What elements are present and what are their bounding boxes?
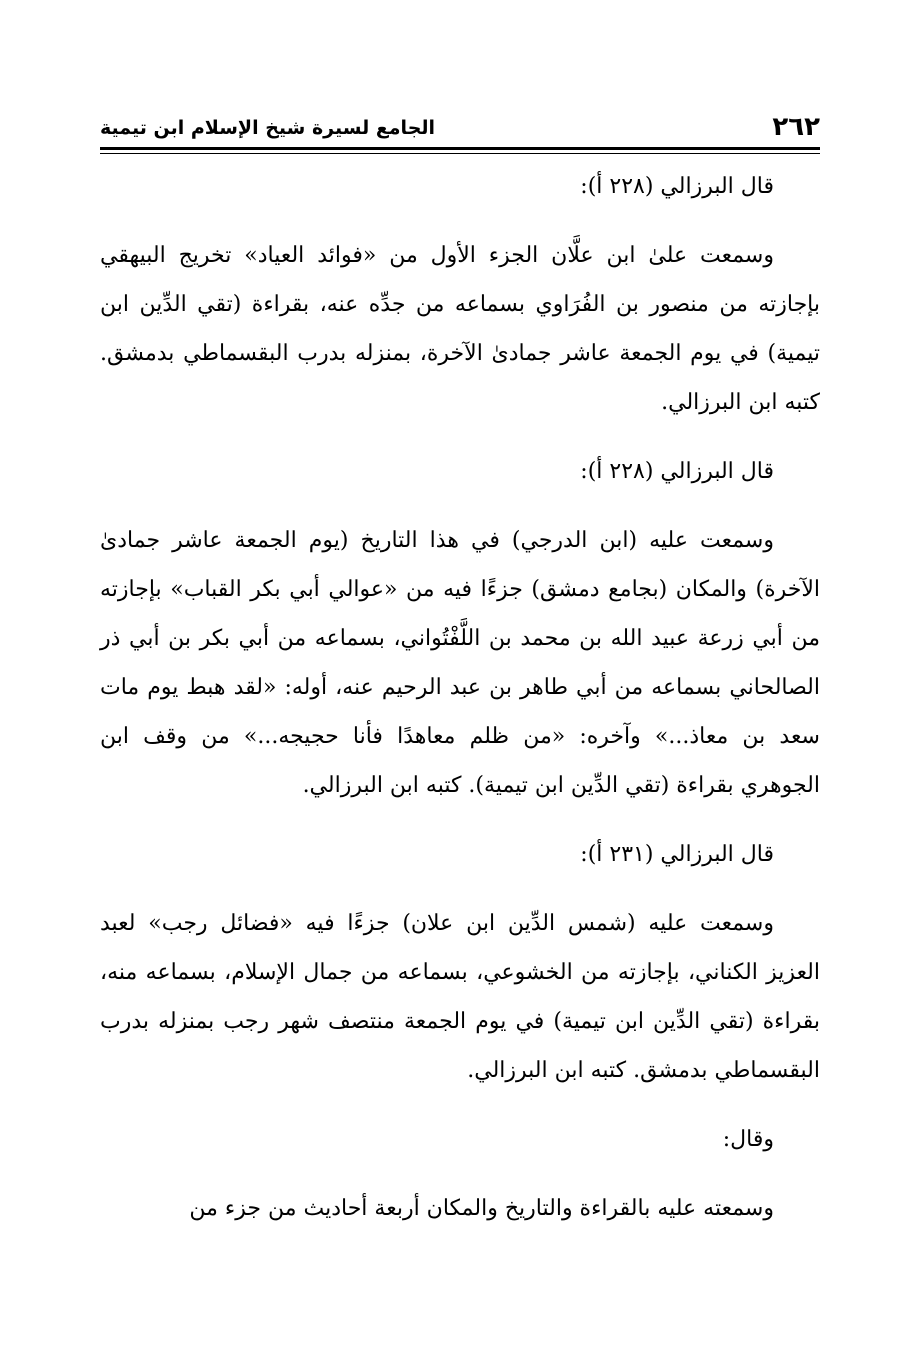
section-heading: قال البرزالي (٢٢٨ أ): <box>580 174 774 199</box>
paragraph: وسمعت عليه (ابن الدرجي) في هذا التاريخ (يوم الجمعة عاشر جمادىٰ الآخرة) والمكان (بجامع دمشق) جزءًا فيه من «عوالي أبي بكر القباب» بإجازته من أبي زرعة عبيد الله بن محمد بن اللَّفْتُواني، بسماعه من أبي بكر بن أبي ذر الصالحاني بسماعه من أبي طاهر بن عبد الرحيم عنه، أوله: «لقد هبط يوم مات سعد بن معاذ...» وآخره: «من ظلم معاهدًا فأنا حجيجه...» من وقف ابن الجوهري بقراءة (تقي الدِّين ابن تيمية). كتبه ابن البرزالي. <box>100 528 820 798</box>
section-heading: وقال: <box>722 1127 774 1152</box>
section-heading: قال البرزالي (٢٣١ أ): <box>580 842 774 867</box>
paragraph: وسمعته عليه بالقراءة والتاريخ والمكان أربعة أحاديث من جزء من <box>189 1196 774 1221</box>
section-heading: قال البرزالي (٢٢٨ أ): <box>580 459 774 484</box>
page-header <box>100 112 820 152</box>
running-title: الجامع لسيرة شيخ الإسلام ابن تيمية <box>100 117 436 139</box>
header-rule <box>100 147 820 150</box>
page-number: ٢٦٢ <box>772 112 820 142</box>
page-body <box>100 162 820 1253</box>
header-rule-thin <box>100 153 820 154</box>
paragraph: وسمعت عليه (شمس الدِّين ابن علان) جزءًا فيه «فضائل رجب» لعبد العزيز الكناني، بإجازته من الخشوعي، بسماعه من جمال الإسلام، بسماعه منه، بقراءة (تقي الدِّين ابن تيمية) في يوم الجمعة منتصف شهر رجب بمنزله بدرب البقسماطي بدمشق. كتبه ابن البرزالي. <box>100 911 820 1083</box>
paragraph: وسمعت علىٰ ابن علَّان الجزء الأول من «فوائد العياد» تخريج البيهقي بإجازته من منصور بن الفُرَاوي بسماعه من جدِّه عنه، بقراءة (تقي الدِّين ابن تيمية) في يوم الجمعة عاشر جمادىٰ الآخرة، بمنزله بدرب البقسماطي بدمشق. كتبه ابن البرزالي. <box>100 243 820 415</box>
